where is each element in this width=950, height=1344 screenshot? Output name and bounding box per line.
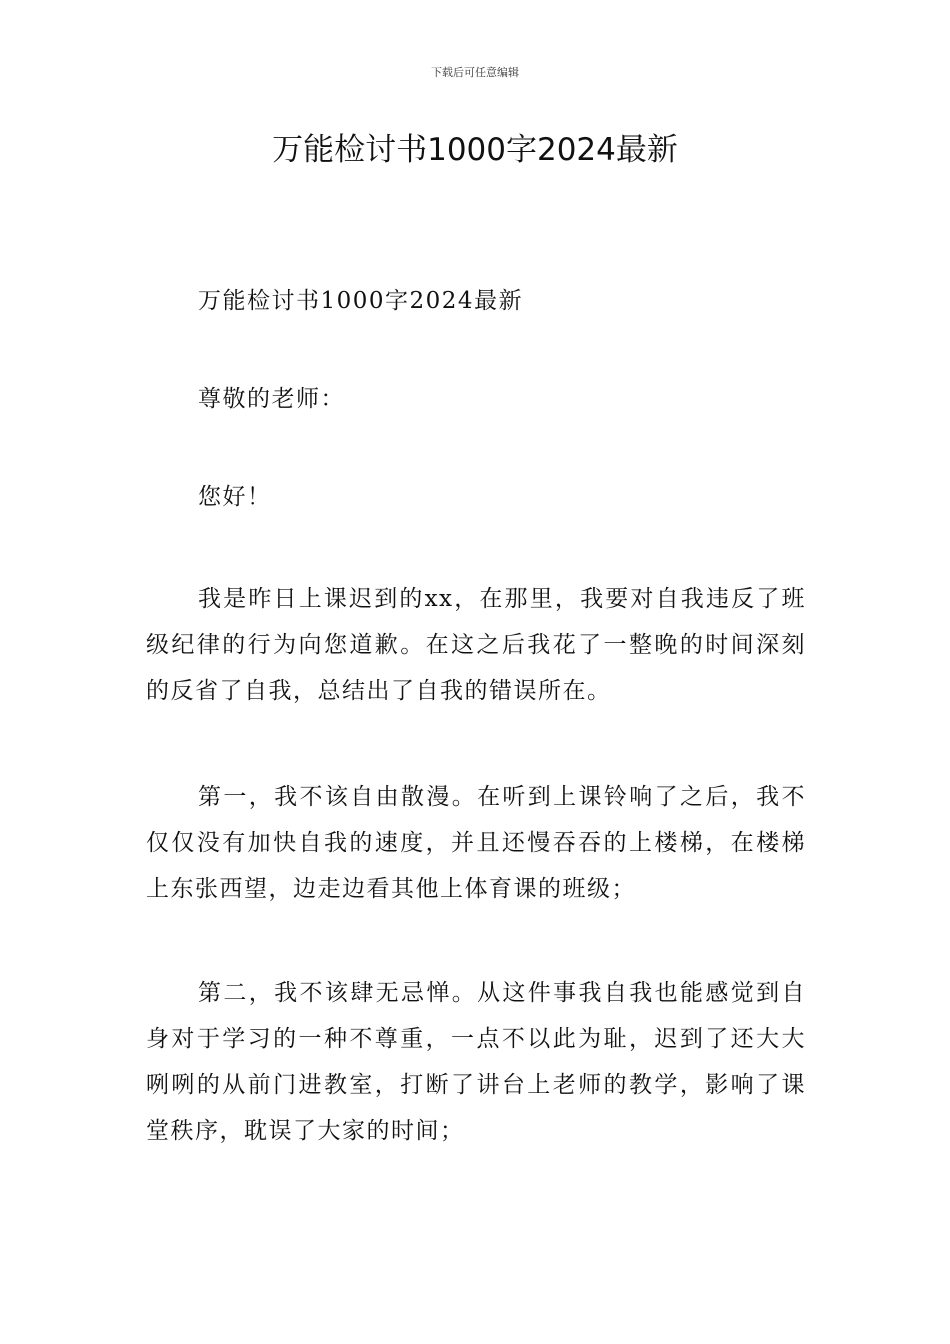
paragraph: 万能检讨书1000字2024最新 [198, 288, 524, 314]
paragraph: 第一，我不该自由散漫。在听到上课铃响了之后，我不仅仅没有加快自我的速度，并且还慢吞吞的上楼梯，在楼梯上东张西望，边走边看其他上体育课的班级； [146, 784, 806, 902]
header-note: 下载后可任意编辑 [431, 66, 519, 79]
paragraph: 我是昨日上课迟到的xx，在那里，我要对自我违反了班级纪律的行为向您道歉。在这之后我花了一整晚的时间深刻的反省了自我，总结出了自我的错误所在。 [146, 586, 806, 704]
paragraph-subtitle [146, 278, 806, 324]
paragraph-first-reason [146, 774, 806, 912]
paragraph-second-reason [146, 970, 806, 1154]
paragraph: 尊敬的老师： [198, 386, 345, 412]
document-title: 万能检讨书1000字2024最新 [272, 132, 678, 168]
paragraph: 第二，我不该肆无忌惮。从这件事我自我也能感觉到自身对于学习的一种不尊重，一点不以此为耻，迟到了还大大咧咧的从前门进教室，打断了讲台上老师的教学，影响了课堂秩序，耽误了大家的时间； [146, 980, 806, 1144]
paragraph-salutation [146, 376, 806, 422]
paragraph-apology [146, 576, 806, 714]
paragraph-greeting [146, 474, 806, 520]
paragraph: 您好！ [198, 484, 272, 510]
